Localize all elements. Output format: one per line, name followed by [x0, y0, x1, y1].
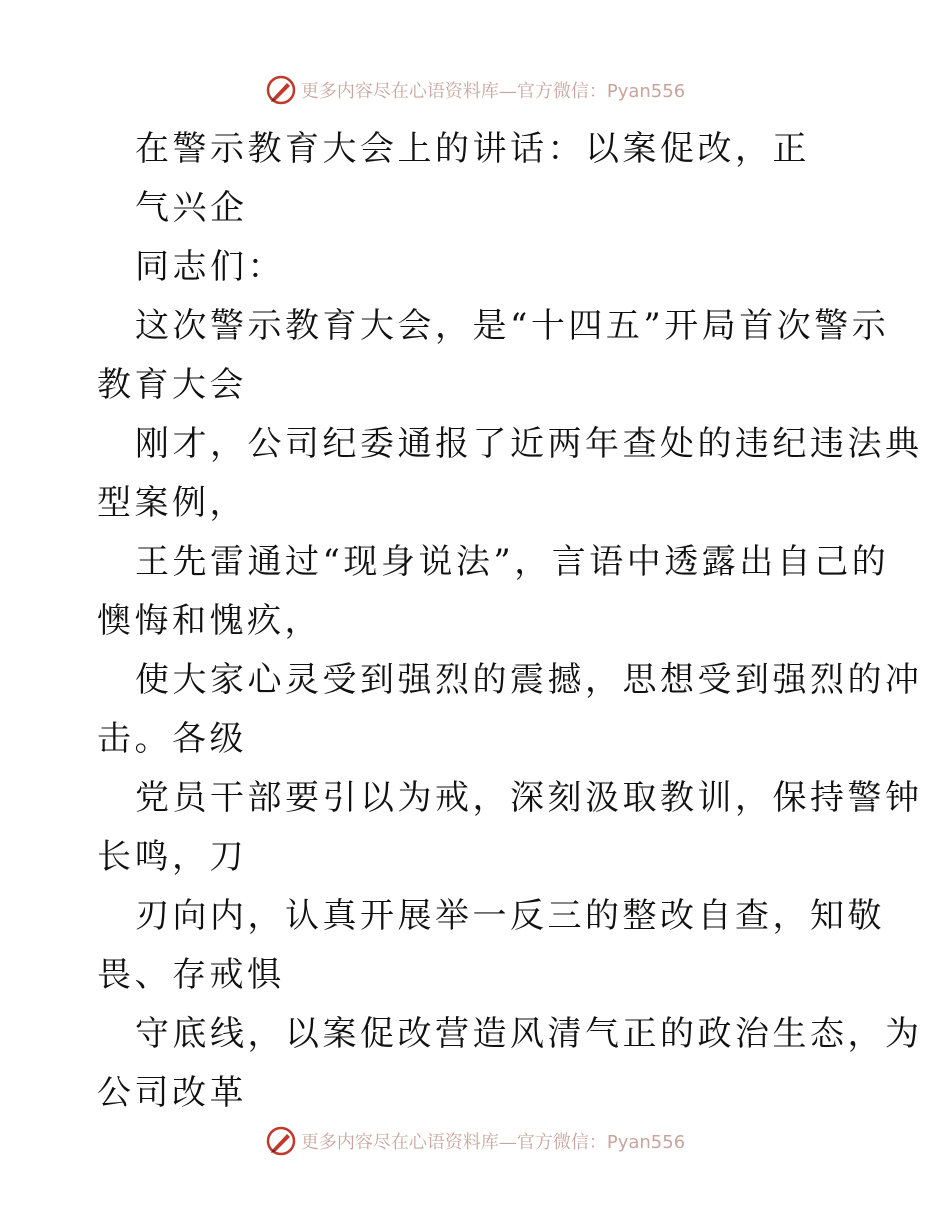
text-line: 刃向内，认真开展举一反三的整改自查，知敬: [135, 896, 885, 936]
watermark-banner-top: [0, 68, 950, 112]
watermark-label: 更多内容尽在心语资料库—官方微信：: [300, 81, 607, 102]
text-line: 懊悔和愧疚，: [97, 601, 322, 641]
watermark-text: [301, 77, 685, 103]
text-line: 畏、存戒惧: [97, 955, 285, 995]
text-line: 王先雷通过“现身说法”，言语中透露出自己的: [135, 542, 890, 582]
watermark-wechat-id: Pyan556: [606, 1132, 686, 1153]
text-line: 气兴企: [135, 188, 248, 228]
text-line: 使大家心灵受到强烈的震撼，思想受到强烈的冲: [135, 660, 923, 700]
watermark-label: 更多内容尽在心语资料库—官方微信：: [300, 1132, 607, 1153]
text-line: 刚才，公司纪委通报了近两年查处的违纪违法典: [135, 424, 923, 464]
watermark-text: [301, 1128, 685, 1154]
text-line: 同志们：: [135, 247, 285, 287]
watermark-banner-bottom: [0, 1119, 950, 1163]
text-line: 守底线，以案促改营造风清气正的政治生态，为: [135, 1014, 923, 1054]
pen-logo-icon: [265, 1125, 297, 1157]
text-line: 这次警示教育大会，是“十四五”开局首次警示: [135, 306, 890, 346]
text-line: 击。各级: [97, 719, 247, 759]
text-line: 党员干部要引以为戒，深刻汲取教训，保持警钟: [135, 778, 923, 818]
document-body: [97, 120, 923, 1123]
text-line: 型案例，: [97, 483, 247, 523]
text-line: 在警示教育大会上的讲话：以案促改，正: [135, 129, 810, 169]
pen-logo-icon: [265, 74, 297, 106]
text-line: 公司改革: [97, 1073, 247, 1113]
text-line: 教育大会: [97, 365, 247, 405]
watermark-wechat-id: Pyan556: [606, 81, 686, 102]
text-line: 长鸣，刀: [97, 837, 247, 877]
